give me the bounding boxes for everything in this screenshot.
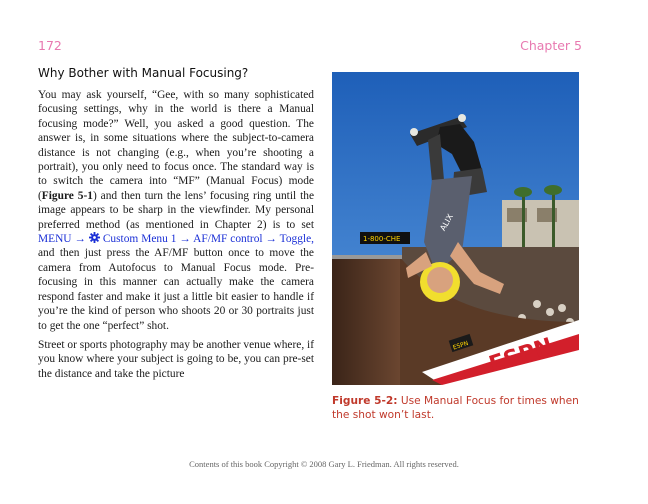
paragraph-1-part3: and then just press the AF/MF button once to move the camera from Autofocus to Manual Focus mode. Pre-focusing in this manner can actually make the camera respond faster and make it just a little bit easier to handle if you’re the kind of person who shoots 20 or 30 portraits just to get the one “perfect” shot.	[38, 247, 314, 332]
halfpipe-ramp	[332, 257, 400, 385]
figure-reference: Figure 5-1	[41, 189, 93, 202]
figure-caption	[332, 394, 582, 422]
svg-text:ESPN: ESPN	[452, 339, 470, 352]
svg-text:ALIX: ALIX	[438, 212, 455, 233]
banner	[360, 232, 410, 244]
copyright-footer: Contents of this book Copyright © 2008 Gary L. Friedman. All rights reserved.	[189, 459, 459, 469]
body-text	[38, 88, 314, 386]
paragraph-1-part1: You may ask yourself, “Gee, with so many sophisticated focusing settings, why in the world is there a Manual focusing mode?” Well, you asked a good question. The answer is, in some situations where the subject-to-camera distance is not changing (e.g., when you’re shooting a portrait), you only need to focus once. The standard way is to switch the camera into “MF” (Manual Focus) mode (	[38, 89, 314, 202]
page-number: 172	[38, 38, 62, 53]
menu-path-end: Custom Menu 1 → AF/MF control → Toggle,	[99, 233, 314, 246]
svg-text:1-800-CHE: 1-800-CHE	[363, 235, 401, 243]
section-title: Why Bother with Manual Focusing?	[38, 66, 249, 80]
skateboarder-photo	[332, 72, 579, 385]
menu-path-start: MENU →	[38, 233, 89, 246]
caption-text: Use Manual Focus for times when the shot won’t last.	[332, 395, 579, 421]
svg-text:ESPN: ESPN	[486, 333, 557, 378]
paragraph-1-part2: ) and then turn the lens’ focusing ring until the image appears to be sharp in the viewfinder. My personal preferred method (as mentioned in Chapter 2) is to set	[38, 189, 315, 231]
caption-label: Figure 5-2:	[332, 395, 398, 407]
paragraph-1	[38, 88, 314, 333]
gear-icon	[89, 232, 100, 243]
chapter-label: Chapter 5	[520, 38, 582, 53]
paragraph-2: Street or sports photography may be another venue where, if you know where your subject is going to be, you can pre-set the distance and take the picture	[38, 338, 314, 380]
menu-path	[38, 233, 314, 245]
